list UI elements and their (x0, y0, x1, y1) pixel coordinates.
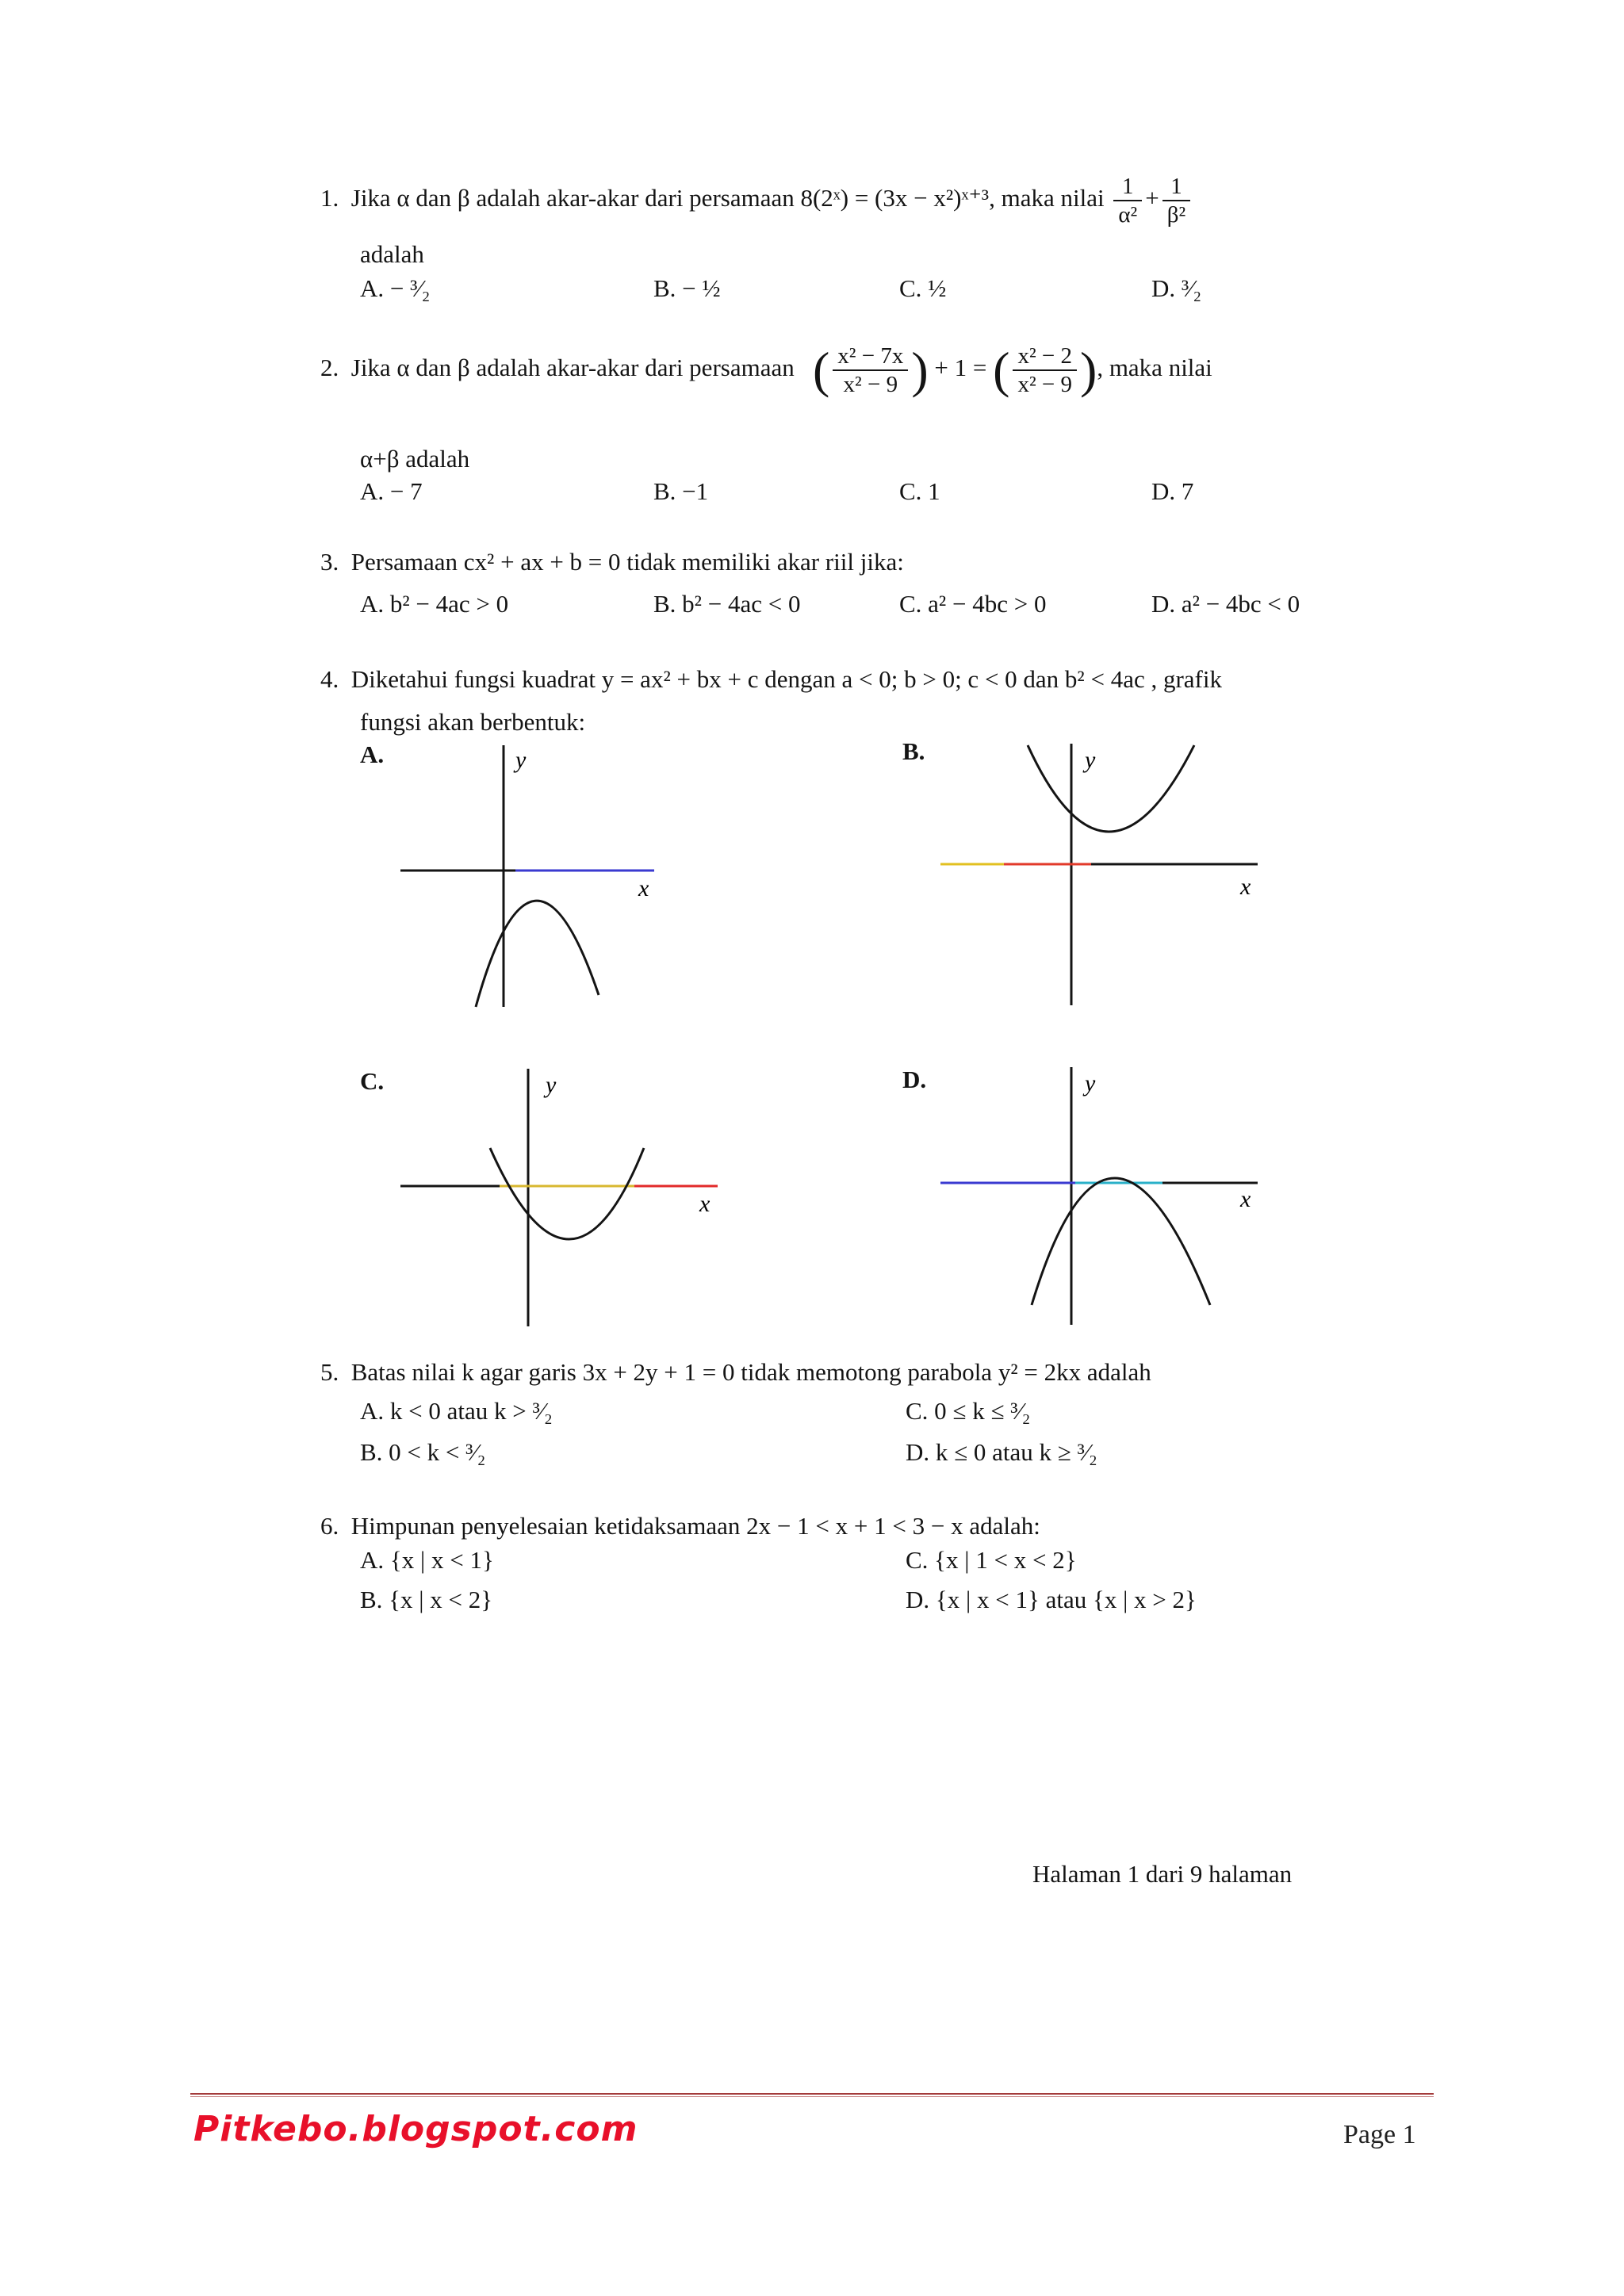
question-number: 5. (320, 1358, 339, 1386)
option-d[interactable]: D. a² − 4bc < 0 (1151, 590, 1300, 618)
question-text: Batas nilai k agar garis 3x + 2y + 1 = 0 tidak memotong parabola y² = 2kx adalah (350, 1358, 1151, 1386)
graph-a (396, 745, 666, 1015)
question-5 (320, 1357, 1151, 1387)
question-6 (320, 1511, 1040, 1541)
graph-d (940, 1067, 1266, 1329)
question-1 (320, 173, 1193, 228)
option-c[interactable]: C. {x | 1 < x < 2} (906, 1546, 1077, 1574)
axis-label-x: x (699, 1191, 710, 1217)
option-b[interactable]: B. {x | x < 2} (360, 1586, 493, 1613)
option-b[interactable]: B. −1 (653, 477, 709, 505)
axis-label-y: y (546, 1072, 557, 1098)
question-number: 2. (320, 354, 339, 382)
option-b[interactable]: B. − ½ (653, 274, 721, 302)
question-4 (320, 664, 1222, 695)
fraction: $\frac{\text{x² − 2}}{\text{x² − 9}}$ (1013, 342, 1077, 398)
graph-label-d[interactable]: D. (902, 1066, 927, 1093)
question-number: 3. (320, 548, 339, 576)
graph-c (396, 1069, 730, 1330)
question-text: , maka nilai (989, 184, 1105, 212)
axis-label-y: y (515, 747, 527, 773)
graph-b (940, 744, 1258, 1013)
option-b[interactable]: B. 0 < k < ³⁄₂ (360, 1438, 486, 1466)
page-number: Page 1 (1343, 2120, 1416, 2149)
graph-label-c[interactable]: C. (360, 1067, 385, 1095)
axis-label-x: x (638, 875, 649, 901)
option-d[interactable]: D. k ≤ 0 atau k ≥ ³⁄₂ (906, 1438, 1097, 1466)
option-a[interactable]: A. k < 0 atau k > ³⁄₂ (360, 1397, 553, 1425)
option-b[interactable]: B. b² − 4ac < 0 (653, 590, 801, 618)
parabola (476, 901, 599, 1007)
question-text: fungsi akan berbentuk: (360, 708, 586, 736)
equation: 8(2ˣ) = (3x − x²)ˣ⁺³ (800, 184, 990, 212)
option-d[interactable]: D. 7 (1151, 477, 1194, 505)
question-number: 1. (320, 184, 339, 212)
option-c[interactable]: C. ½ (899, 274, 947, 302)
option-d[interactable]: D. {x | x < 1} atau {x | x > 2} (906, 1586, 1197, 1613)
question-text: Jika α dan β adalah akar-akar dari persamaan (350, 184, 795, 212)
page-counter-text: Halaman 1 dari 9 halaman (1032, 1860, 1293, 1888)
footer-divider (190, 2093, 1434, 2095)
question-text: adalah (360, 240, 424, 268)
axis-label-x: x (1240, 874, 1251, 900)
axis-label-x: x (1240, 1186, 1251, 1212)
option-c[interactable]: C. a² − 4bc > 0 (899, 590, 1047, 618)
plus-sign: + (1145, 184, 1159, 212)
option-a[interactable]: A. b² − 4ac > 0 (360, 590, 509, 618)
fraction: $\frac{\text{x² − 7x}}{\text{x² − 9}}$ (833, 342, 908, 398)
question-number: 4. (320, 665, 339, 693)
option-a[interactable]: A. − ³⁄₂ (360, 274, 431, 302)
fraction: $\frac{1}{\text{α²}}$ (1113, 173, 1142, 228)
option-c[interactable]: C. 0 ≤ k ≤ ³⁄₂ (906, 1397, 1031, 1425)
question-text: Himpunan penyelesaian ketidaksamaan 2x − 1 < x + 1 < 3 − x adalah: (350, 1512, 1040, 1540)
parabola (490, 1148, 644, 1239)
question-text: Jika α dan β adalah akar-akar dari persamaan (350, 354, 795, 382)
option-d[interactable]: D. ³⁄₂ (1151, 274, 1202, 302)
fraction: $\frac{1}{\text{β²}}$ (1162, 173, 1190, 228)
question-text: Diketahui fungsi kuadrat y = ax² + bx + c dengan a < 0; b > 0; c < 0 dan b² < 4ac , grafik (350, 665, 1222, 693)
question-3 (320, 547, 904, 577)
question-text: Persamaan cx² + ax + b = 0 tidak memiliki akar riil jika: (350, 548, 904, 576)
parabola (1028, 745, 1194, 832)
option-c[interactable]: C. 1 (899, 477, 940, 505)
equals-part: + 1 = (934, 354, 987, 382)
axis-label-y: y (1085, 747, 1096, 773)
question-text: α+β adalah (360, 445, 470, 473)
question-2: 2. Jika α dan β adalah akar-akar dari persamaan ( $\frac{\text{x² − 7x}}{\text{x² − 9}}$ ) + 1 = ( $\frac{\text{x² − 2}}{\text{x² − 9}}$ ), maka nilai (320, 342, 1212, 398)
footer-divider-secondary (190, 2096, 1434, 2097)
option-a[interactable]: A. − 7 (360, 477, 423, 505)
question-number: 6. (320, 1512, 339, 1540)
brand-link[interactable]: Pitkebo.blogspot.com (193, 2109, 638, 2149)
question-text: , maka nilai (1097, 354, 1212, 382)
parabola (1032, 1178, 1210, 1305)
graph-label-b[interactable]: B. (902, 737, 925, 765)
option-a[interactable]: A. {x | x < 1} (360, 1546, 494, 1574)
axis-label-y: y (1085, 1070, 1096, 1096)
graph-label-a[interactable]: A. (360, 740, 385, 768)
